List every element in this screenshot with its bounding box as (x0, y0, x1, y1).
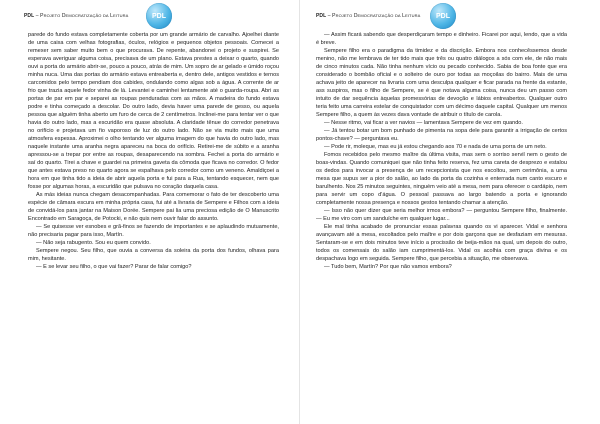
pdl-logo-icon (146, 3, 172, 29)
paragraph: — Já tentou botar um bom punhado de pimenta na sopa dele para garantir a irrigação de certos pontos-chave? — perguntava eu. (316, 128, 567, 142)
header-title: – Projeto Democratização da Leitura (34, 13, 129, 19)
paragraph: — Se quisesse ver esnobes e grã-finos se fazendo de importantes e se aplaudindo mutuamente, não precisaria pagar para isso, Martín. (28, 224, 279, 238)
paragraph: As más ideias nunca chegam desacompanhadas. Para comemorar o fato de ter descoberto uma espécie de câmara escura em minha própria casa, fui até a livraria de Sempere e Filhos com a ideia de convidá-los para jantar na Maison Dorée. Sempere pai lia uma preciosa edição de O Manuscrito Encontrado em Saragoça, de Potocki, e não quis nem ouvir falar do assunto. (28, 192, 279, 222)
logo-text: PDL (152, 12, 166, 20)
paragraph: — Tudo bem, Martín? Por que não vamos embora? (324, 264, 452, 270)
paragraph: Fomos recebidos pelo mesmo maître da última visita, mas sem o sorriso servil nem o gesto de boas-vindas. Quando comuniquei que não tinha feito reserva, fez uma careta de desprezo e estalou os dedos para invocar a presença de um recepcionista que nos escoltou, sem cerimônia, a uma mesa que supus ser a pior do salão, ao lado da porta da cozinha e enterrada num canto escuro e barulhento. Nos 25 minutos seguintes, ninguém veio até a mesa, nem para oferecer o cardápio, nem para servir um copo d'água. O pessoal passava ao largo batendo a porta e ignorando completamente nossa presença e nossos gestos tentando chamar a atenção. (316, 152, 567, 206)
paragraph: Ele mal tinha acabado de pronunciar essas palavras quando os vi aparecer. Vidal e senhora avançavam até a mesa, escoltados pelo maître e por dois garçons que se desfaziam em mesuras. Sentaram-se e em dois minutos teve início a procissão de beija-mãos na qual, um depois do outro, todos os comensais do salão iam cumprimentá-los. Vidal os acolhia com graça divina e os despachava logo em seguida. Sempere filho, que percebia a situação, me observava. (316, 224, 567, 262)
paragraph: — E se levar seu filho, o que vai fazer? Parar de falar comigo? (36, 264, 192, 270)
paragraph: — Pode rir, moleque, mas eu já estou chegando aos 70 e nada de uma porra de um neto. (324, 144, 547, 150)
pdl-logo-icon (430, 3, 456, 29)
paragraph: — Isso não quer dizer que seria melhor irmos embora? — perguntou Sempere filho, finalmente. — Eu me viro com um sanduíche em qualquer lugar... (316, 208, 567, 222)
running-header (316, 13, 420, 19)
paragraph: Sempere filho era o paradigma da timidez e da discrição. Embora nos conhecêssemos desde menino, não me lembrava de ter tido mais que três ou quatro diálogos a sós com ele, de não mais de cinco minutos cada. Não tinha nenhum vício ou pecado conhecido. Sabia de boa fonte que era considerado o bombão oficial e o solteiro de ouro por todas as moçoilas do bairro. Mais de uma achava jeito de aparecer na livraria com uma desculpa qualquer e ficar parada na frente da estante, ass suspiros, mas o filho de Sempere, se é que notava alguma coisa, nunca deu um passo com intuito de dar sequência àquelas promessórias de devoção e lábios entreabertos. Qualquer outro teria feito uma carreira estelar de conquistador com um décimo daquele capital. Qualquer um menos Sempere filho, a quem às vezes dava vontade de atribuir o título de carola. (316, 48, 567, 118)
paragraph: — Assim ficará sabendo que desperdiçaram tempo e dinheiro. Ficarei por aqui, lendo, que a vida é breve. (316, 32, 567, 46)
paragraph: parede do fundo estava completamente coberta por um grande armário de carvalho. Ajoelhei diante de uma caixa com velhas fotografias, óculos, relógios e pequenos objetos pessoais. Comecei a remexer sem saber muito bem o que procurava. De repente, abandonei o projeto e suspirei. Se esperava averiguar alguma coisa, precisava de um plano. Estava prestes a deixar o quarto, quando ouvi a porta do armário abrir-se, pouco a pouco, atrás de mim. Um sopro de ar gelado e úmido roçou minha nuca. Uma das portas do armário estava entreaberta e, dentro dele, antigos vestidos e ternos carcomidos pelo tempo pendiam dos cabides, ondulando como algas sob a água. A corrente de ar frio que trazia aquele fedor vinha de lá. Levantei e caminhei lentamente até o guarda-roupa. Abri as portas de par em par e separei as roupas penduradas com as mãos. A madeira do fundo estava podre e tinha começado a descolar. Do outro lado, devia haver uma parede de gesso, ou aquela pessoa que alguém tinha aberto um furo de cerca de 2 centímetros. Inclinei-me para tentar ver o que havia do outro lado, mas a escuridão era quase absoluta. A claridade tênue do corredor penetrava no orifício e projetava um fio vaporoso de luz do outro lado. Não se via muito mais que uma atmosfera espessa. Aproximei o olho tentando ver alguma imagem do que havia do outro lado, mas naquele instante uma aranha negra apareceu na boca do orifício. Retirei-me de súbito e a aranha apressou-se a trepar por entre as roupas, desaparecendo na sombra. Fechei a porta do armário e saí do quarto. Tirei a chave e guardei na primeira gaveta da cômoda que ficava no corredor. O fedor que antes estava preso no quarto agora se espalhava pelo corredor como um veneno. Amaldiçoei a hora em que tinha tido a ideia de abrir aquela porta e fui para a Rua, tentando esquecer, nem que fosse por algumas horas, a escuridão que pulsava no coração daquela casa. (28, 32, 279, 190)
page-body (28, 31, 279, 271)
paragraph: — Não seja rabugento. Sou eu quem convido. (36, 240, 151, 246)
running-header (24, 13, 128, 19)
right-page (300, 0, 600, 424)
paragraph: Sempere negou. Seu filho, que ouvia a conversa da soleira da porta dos fundos, olhava para mim, hesitante. (28, 248, 279, 262)
header-prefix: PDL (24, 13, 35, 19)
logo-text: PDL (436, 12, 450, 20)
header-title: – Projeto Democratização da Leitura (326, 13, 421, 19)
page-body (316, 31, 567, 271)
header-prefix: PDL (316, 13, 327, 19)
paragraph: — Nesse ritmo, vai ficar a ver navios — lamentava Sempere de vez em quando. (324, 120, 523, 126)
